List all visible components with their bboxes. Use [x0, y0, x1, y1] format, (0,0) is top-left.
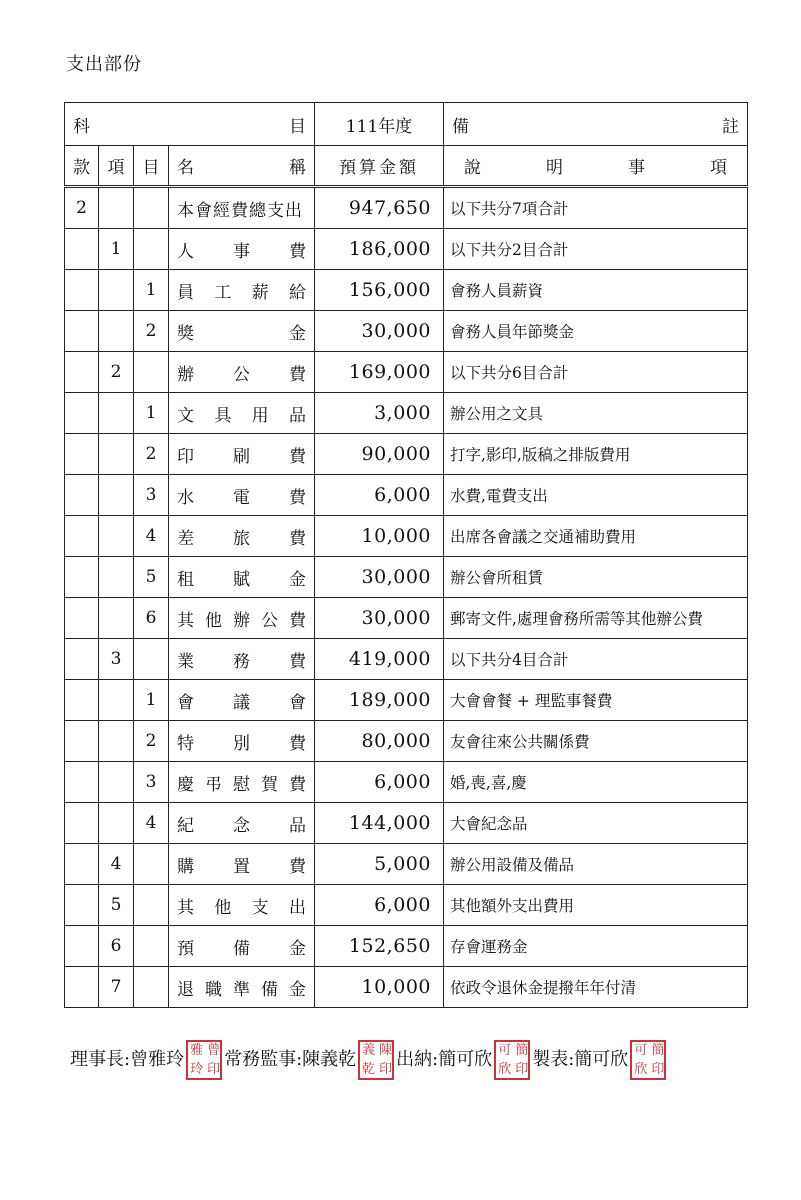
cell-name — [169, 762, 315, 803]
name-text — [177, 278, 314, 303]
cell-kuan — [65, 844, 99, 885]
cell-name — [169, 680, 315, 721]
name-char: 預 — [177, 938, 194, 959]
name-char: 費 — [289, 241, 306, 262]
cell-kuan — [65, 516, 99, 557]
table-row — [65, 434, 748, 475]
cell-kuan — [65, 926, 99, 967]
cell-kuan — [65, 434, 99, 475]
table-row — [65, 762, 748, 803]
cell-amount: 6,000 — [315, 885, 444, 926]
name-char: 金 — [289, 323, 306, 344]
cell-xiang — [99, 803, 134, 844]
cell-name — [169, 393, 315, 434]
name-char: 總 — [249, 200, 267, 221]
page-title: 支出部份 — [66, 54, 142, 75]
cell-mu: 3 — [134, 475, 169, 516]
name-char: 費 — [289, 610, 306, 631]
name-text — [177, 893, 314, 918]
table-row — [65, 967, 748, 1008]
name-char: 會 — [177, 692, 194, 713]
cell-xiang: 3 — [99, 639, 134, 680]
name-char: 品 — [288, 405, 306, 426]
table-row — [65, 803, 748, 844]
header-mu: 目 — [289, 116, 306, 137]
cell-xiang — [99, 721, 134, 762]
cell-xiang: 5 — [99, 885, 134, 926]
cell-name — [169, 885, 315, 926]
cell-note: 婚,喪,喜,慶 — [444, 762, 748, 803]
header-row-1 — [65, 103, 748, 146]
name-char: 工 — [214, 282, 232, 303]
cell-mu: 6 — [134, 598, 169, 639]
name-char: 賦 — [233, 569, 250, 590]
cell-amount: 186,000 — [315, 229, 444, 270]
name-char: 退 — [177, 979, 194, 1000]
cell-kuan — [65, 270, 99, 311]
cell-mu: 1 — [134, 393, 169, 434]
name-text — [177, 237, 314, 262]
name-text — [177, 483, 314, 508]
cell-amount: 90,000 — [315, 434, 444, 475]
name-char: 辦 — [177, 364, 194, 385]
cell-name — [169, 352, 315, 393]
name-char: 賀 — [261, 774, 278, 795]
cell-amount: 156,000 — [315, 270, 444, 311]
name-char: 刷 — [233, 446, 250, 467]
cell-kuan — [65, 803, 99, 844]
name-char: 獎 — [177, 323, 194, 344]
cell-note: 友會往來公共關係費 — [444, 721, 748, 762]
header-ming2: 明 — [546, 158, 563, 178]
name-char: 置 — [233, 856, 250, 877]
table-row — [65, 557, 748, 598]
name-char: 備 — [261, 979, 278, 1000]
header-ming: 名 — [177, 158, 194, 178]
cell-note: 辦公用之文具 — [444, 393, 748, 434]
cell-amount: 419,000 — [315, 639, 444, 680]
cell-name — [169, 229, 315, 270]
header-remarks — [444, 103, 748, 146]
name-char: 紀 — [177, 815, 194, 836]
seal-glyph: 曾 — [207, 1043, 221, 1058]
cell-xiang — [99, 762, 134, 803]
cell-note: 以下共分7項合計 — [444, 187, 748, 229]
name-text — [177, 770, 314, 795]
cell-xiang: 1 — [99, 229, 134, 270]
cell-kuan — [65, 762, 99, 803]
cashier-signature: 出納:簡可欣 — [396, 1049, 493, 1070]
cell-name — [169, 721, 315, 762]
cell-mu — [134, 926, 169, 967]
cell-xiang — [99, 187, 134, 229]
name-text — [177, 565, 314, 590]
cell-note: 大會紀念品 — [444, 803, 748, 844]
name-char: 金 — [289, 938, 306, 959]
table-row — [65, 516, 748, 557]
cell-kuan — [65, 311, 99, 352]
cashier-seal — [494, 1040, 530, 1080]
name-char: 品 — [289, 815, 306, 836]
supervisor-seal — [358, 1040, 394, 1080]
header-cheng: 稱 — [289, 158, 306, 178]
cell-xiang — [99, 516, 134, 557]
seal-glyph: 可 — [634, 1043, 648, 1058]
header-shi: 事 — [628, 158, 645, 178]
chairman-signature: 理事長:曾雅玲 — [70, 1049, 185, 1070]
cell-mu: 3 — [134, 762, 169, 803]
header-mu-col: 目 — [134, 146, 169, 187]
signature-footer — [70, 1040, 668, 1080]
name-char: 事 — [233, 241, 250, 262]
name-char: 特 — [177, 733, 194, 754]
name-char: 念 — [233, 815, 250, 836]
expense-budget-table — [64, 102, 748, 1008]
cell-amount: 6,000 — [315, 475, 444, 516]
name-char: 費 — [289, 487, 306, 508]
header-description — [444, 146, 748, 187]
cell-amount: 6,000 — [315, 762, 444, 803]
cell-note: 辦公用設備及備品 — [444, 844, 748, 885]
seal-glyph: 可 — [498, 1043, 512, 1058]
cell-amount: 10,000 — [315, 516, 444, 557]
name-char: 費 — [289, 774, 306, 795]
cell-xiang — [99, 434, 134, 475]
cell-xiang — [99, 393, 134, 434]
cell-name — [169, 967, 315, 1008]
name-char: 費 — [289, 528, 306, 549]
name-char: 會 — [195, 200, 213, 221]
name-char: 議 — [233, 692, 250, 713]
name-char: 慶 — [177, 774, 194, 795]
name-char: 給 — [288, 282, 306, 303]
cell-kuan — [65, 885, 99, 926]
name-char: 印 — [177, 446, 194, 467]
name-text — [177, 688, 314, 713]
cell-amount: 169,000 — [315, 352, 444, 393]
cell-kuan — [65, 721, 99, 762]
name-char: 他 — [214, 897, 232, 918]
cell-note: 會務人員薪資 — [444, 270, 748, 311]
name-char: 購 — [177, 856, 194, 877]
cell-note: 存會運務金 — [444, 926, 748, 967]
cell-kuan — [65, 967, 99, 1008]
header-kuan: 款 — [65, 146, 99, 187]
cell-name — [169, 926, 315, 967]
cell-note: 大會會餐 + 理監事餐費 — [444, 680, 748, 721]
name-char: 其 — [177, 897, 194, 918]
name-char: 具 — [214, 405, 232, 426]
name-char: 公 — [261, 610, 278, 631]
cell-kuan — [65, 557, 99, 598]
header-bei: 備 — [452, 116, 469, 137]
cell-xiang — [99, 270, 134, 311]
name-char: 金 — [289, 569, 306, 590]
cell-mu — [134, 967, 169, 1008]
cell-mu: 1 — [134, 270, 169, 311]
name-text — [177, 196, 314, 221]
cell-note: 其他額外支出費用 — [444, 885, 748, 926]
cell-mu: 1 — [134, 680, 169, 721]
name-text — [177, 442, 314, 467]
cell-mu: 2 — [134, 434, 169, 475]
name-char: 慰 — [233, 774, 250, 795]
cell-note: 出席各會議之交通補助費用 — [444, 516, 748, 557]
cell-amount: 152,650 — [315, 926, 444, 967]
seal-glyph: 義 — [362, 1043, 376, 1058]
name-char: 費 — [289, 651, 306, 672]
cell-amount: 3,000 — [315, 393, 444, 434]
preparer-seal — [630, 1040, 666, 1080]
cell-name — [169, 844, 315, 885]
header-zhu: 註 — [722, 116, 739, 137]
cell-amount: 10,000 — [315, 967, 444, 1008]
table-row — [65, 680, 748, 721]
table-row — [65, 270, 748, 311]
cell-name — [169, 598, 315, 639]
name-text — [177, 524, 314, 549]
seal-glyph: 欣 — [634, 1062, 648, 1077]
name-text — [177, 360, 314, 385]
seal-glyph: 雅 — [190, 1043, 204, 1058]
cell-mu — [134, 352, 169, 393]
name-char: 文 — [177, 405, 194, 426]
seal-glyph: 印 — [207, 1062, 221, 1077]
cell-kuan — [65, 639, 99, 680]
table-row — [65, 844, 748, 885]
table-row — [65, 721, 748, 762]
cell-amount: 30,000 — [315, 557, 444, 598]
name-text — [177, 975, 314, 1000]
cell-name — [169, 270, 315, 311]
cell-note: 郵寄文件,處理會務所需等其他辦公費 — [444, 598, 748, 639]
name-text — [177, 729, 314, 754]
cell-xiang — [99, 311, 134, 352]
cell-name — [169, 311, 315, 352]
cell-note: 以下共分6目合計 — [444, 352, 748, 393]
table-row — [65, 639, 748, 680]
cell-mu: 5 — [134, 557, 169, 598]
cell-xiang: 6 — [99, 926, 134, 967]
cell-name — [169, 557, 315, 598]
table-row — [65, 926, 748, 967]
cell-kuan — [65, 229, 99, 270]
cell-note: 依政令退休金提撥年年付清 — [444, 967, 748, 1008]
table-row — [65, 352, 748, 393]
seal-glyph: 陳 — [379, 1043, 393, 1058]
seal-glyph: 玲 — [190, 1062, 204, 1077]
cell-name — [169, 434, 315, 475]
chairman-seal — [186, 1040, 222, 1080]
name-char: 支 — [267, 200, 285, 221]
name-text — [177, 606, 314, 631]
cell-mu — [134, 885, 169, 926]
seal-glyph: 印 — [379, 1062, 393, 1077]
cell-name — [169, 187, 315, 229]
name-char: 務 — [233, 651, 250, 672]
name-char: 出 — [288, 897, 306, 918]
name-char: 用 — [251, 405, 269, 426]
name-char: 備 — [233, 938, 250, 959]
cell-mu: 4 — [134, 516, 169, 557]
name-text — [177, 811, 314, 836]
cell-mu — [134, 187, 169, 229]
name-char: 公 — [233, 364, 250, 385]
table-row — [65, 885, 748, 926]
table-row — [65, 187, 748, 229]
cell-kuan — [65, 352, 99, 393]
name-char: 薪 — [251, 282, 269, 303]
cell-note: 以下共分4目合計 — [444, 639, 748, 680]
name-char: 其 — [177, 610, 194, 631]
cell-amount: 947,650 — [315, 187, 444, 229]
cell-mu — [134, 639, 169, 680]
name-char: 員 — [177, 282, 194, 303]
name-text — [177, 319, 314, 344]
name-text — [177, 401, 314, 426]
name-char: 旅 — [233, 528, 250, 549]
supervisor-signature: 常務監事:陳義乾 — [224, 1049, 357, 1070]
name-char: 別 — [233, 733, 250, 754]
cell-xiang — [99, 475, 134, 516]
name-char: 業 — [177, 651, 194, 672]
cell-note: 以下共分2目合計 — [444, 229, 748, 270]
cell-amount: 30,000 — [315, 311, 444, 352]
cell-xiang: 7 — [99, 967, 134, 1008]
seal-glyph: 印 — [515, 1062, 529, 1077]
cell-name — [169, 516, 315, 557]
cell-xiang — [99, 680, 134, 721]
table-row — [65, 598, 748, 639]
cell-amount: 189,000 — [315, 680, 444, 721]
header-xiang2: 項 — [710, 158, 727, 178]
table-row — [65, 229, 748, 270]
name-text — [177, 647, 314, 672]
table-row — [65, 393, 748, 434]
cell-kuan — [65, 475, 99, 516]
seal-glyph: 印 — [651, 1062, 665, 1077]
cell-xiang — [99, 598, 134, 639]
cell-mu: 2 — [134, 311, 169, 352]
name-char: 電 — [233, 487, 250, 508]
cell-amount: 5,000 — [315, 844, 444, 885]
header-name — [169, 146, 315, 187]
name-char: 本 — [177, 200, 195, 221]
name-char: 會 — [289, 692, 306, 713]
cell-xiang: 4 — [99, 844, 134, 885]
seal-glyph: 乾 — [362, 1062, 376, 1077]
name-char: 費 — [289, 446, 306, 467]
name-char: 金 — [289, 979, 306, 1000]
name-char: 人 — [177, 241, 194, 262]
name-char: 差 — [177, 528, 194, 549]
name-char: 經 — [213, 200, 231, 221]
name-char: 他 — [205, 610, 222, 631]
cell-xiang — [99, 557, 134, 598]
name-text — [177, 852, 314, 877]
cell-amount: 144,000 — [315, 803, 444, 844]
cell-mu: 4 — [134, 803, 169, 844]
name-char: 租 — [177, 569, 194, 590]
cell-kuan — [65, 598, 99, 639]
cell-note: 會務人員年節獎金 — [444, 311, 748, 352]
header-xiang: 項 — [99, 146, 134, 187]
cell-name — [169, 475, 315, 516]
cell-xiang: 2 — [99, 352, 134, 393]
name-char: 職 — [205, 979, 222, 1000]
preparer-signature: 製表:簡可欣 — [532, 1049, 629, 1070]
name-char: 費 — [289, 733, 306, 754]
cell-amount: 80,000 — [315, 721, 444, 762]
cell-name — [169, 803, 315, 844]
header-year: 111年度 — [315, 103, 444, 146]
name-char: 費 — [231, 200, 249, 221]
table-row — [65, 475, 748, 516]
header-subject — [65, 103, 315, 146]
name-char: 出 — [285, 200, 303, 221]
seal-glyph: 簡 — [651, 1043, 665, 1058]
cell-note: 水費,電費支出 — [444, 475, 748, 516]
seal-glyph: 簡 — [515, 1043, 529, 1058]
cell-kuan — [65, 393, 99, 434]
name-char: 辦 — [233, 610, 250, 631]
cell-note: 打字,影印,版稿之排版費用 — [444, 434, 748, 475]
header-ke: 科 — [73, 116, 90, 137]
seal-glyph: 欣 — [498, 1062, 512, 1077]
name-text — [177, 934, 314, 959]
header-row-2 — [65, 146, 748, 187]
name-char: 支 — [251, 897, 269, 918]
cell-kuan: 2 — [65, 187, 99, 229]
name-char: 準 — [233, 979, 250, 1000]
table-row — [65, 311, 748, 352]
header-shuo: 說 — [464, 158, 481, 178]
cell-mu — [134, 229, 169, 270]
header-budget-amount: 預算金額 — [315, 146, 444, 187]
name-char: 費 — [289, 364, 306, 385]
name-char: 費 — [289, 856, 306, 877]
cell-note: 辦公會所租賃 — [444, 557, 748, 598]
cell-mu: 2 — [134, 721, 169, 762]
cell-kuan — [65, 680, 99, 721]
cell-name — [169, 639, 315, 680]
cell-mu — [134, 844, 169, 885]
name-char: 弔 — [205, 774, 222, 795]
cell-amount: 30,000 — [315, 598, 444, 639]
name-char: 水 — [177, 487, 194, 508]
